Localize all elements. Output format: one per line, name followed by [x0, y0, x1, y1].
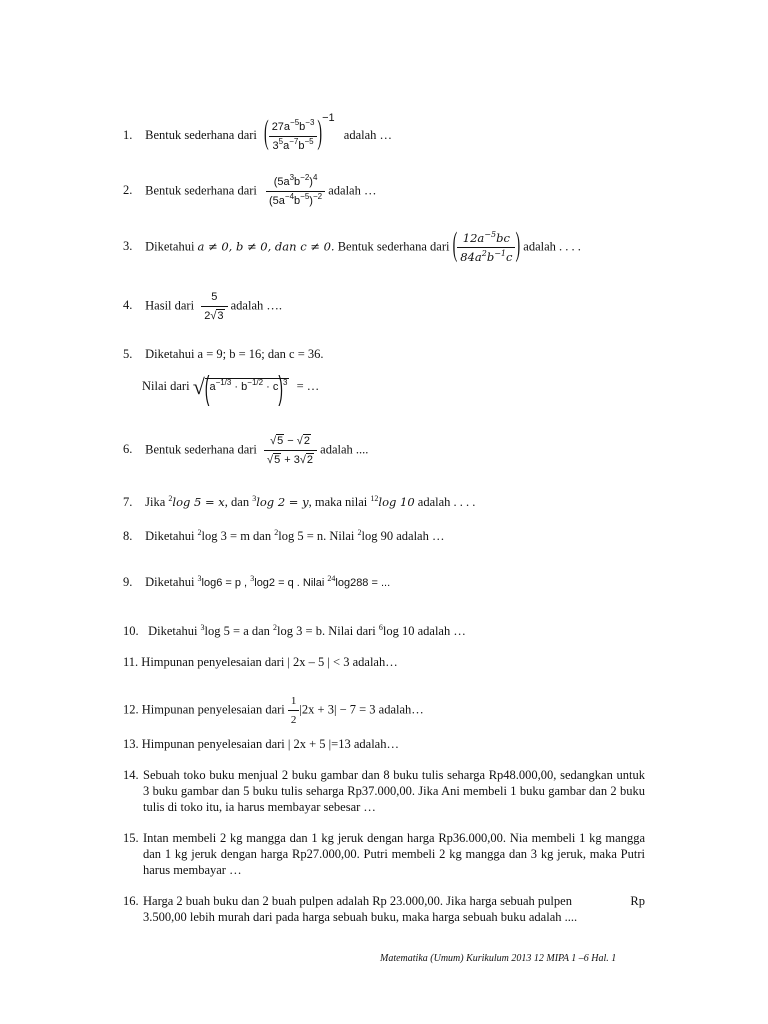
question-16: 16. Harga 2 buah buku dan 2 buah pulpen adalah Rp 23.000,00. Jika harga sebuah pulpen Rp 3.500,00 lebih murah dari pada harga sebuah buku, maka harga sebuah buku adalah ....	[123, 894, 645, 924]
q12-fraction: $\frac{1}{2}$	[288, 693, 300, 728]
question-9: 9. Diketahui $^3$log6 = p , $^3$log2 = q . Nilai $^{24}$log288 = ...	[123, 574, 391, 589]
right-paren: )	[515, 228, 521, 265]
question-7: 7. Jika $^2$log 5 = x, dan $^3$log 2 = y, maka nilai $^{12}$log 10 adalah . . . .	[123, 494, 476, 509]
left-paren: (	[452, 228, 458, 265]
question-14: 14. Sebuah toko buku menjual 2 buku gambar dan 8 buku tulis seharga Rp48.000,00, sedangkan untuk 3 buku gambar dan 5 buku tulis seharga Rp37.000,00. Jika Ani membeli 1 buku gambar dan 2 buku tulis di toko itu, ia harus membayar sebesar …	[123, 768, 645, 814]
question-3: 3. Diketahui a ≠ 0, b ≠ 0, dan c ≠ 0. Bentuk sederhana dari ( $\frac{12a^{-5}bc}{84a^2b^{-1}c}$ ) adalah . . . .	[123, 230, 581, 265]
question-13: 13. Himpunan penyelesaian dari | 2x + 5 |=13 adalah…	[123, 737, 399, 751]
question-5: 5. Diketahui a = 9; b = 16; dan c = 36.	[123, 347, 324, 361]
question-2: 2. Bentuk sederhana dari $\frac{(5a^3b^{-2})^4}{(5a^{-4}b^{-5})^{-2}}$ adalah …	[123, 173, 377, 207]
page-footer: Matematika (Umum) Kurikulum 2013 12 MIPA 1 –6 Hal. 1	[380, 953, 617, 964]
question-1: 1. Bentuk sederhana dari ( $\frac{27a^{-5}b^{-3}}{3^5a^{-7}b^{-5}}$ )$^{-1}$ adalah …	[123, 118, 392, 154]
q5-radicand: $(a^{-1/3} \cdot b^{-1/2} \cdot c)^3$	[204, 367, 288, 407]
question-6: 6. Bentuk sederhana dari $\frac{√5 - √2}{√5 + 3√2}$ adalah ....	[123, 435, 369, 466]
right-paren: )	[317, 116, 323, 153]
q3-fraction: $\frac{12a^{-5}bc}{84a^2b^{-1}c}$	[457, 230, 515, 265]
question-8: 8. Diketahui $^2$log 3 = m dan $^2$log 5 = n. Nilai $^2$log 90 adalah …	[123, 528, 445, 543]
question-11: 11. Himpunan penyelesaian dari | 2x – 5 | < 3 adalah…	[123, 655, 398, 669]
question-5-expression: Nilai dari $√(a^{-1/3} \cdot b^{-1/2} \cdot c)^3$ = …	[142, 367, 320, 407]
q1-fraction: $\frac{27a^{-5}b^{-3}}{3^5a^{-7}b^{-5}}$	[269, 119, 318, 154]
question-12: 12. Himpunan penyelesaian dari $\frac{1}{2}$ |2x + 3| − 7 = 3 adalah…	[123, 695, 424, 726]
question-10: 10. Diketahui $^3$log 5 = a dan $^2$log 3 = b. Nilai dari $^6$log 10 adalah …	[123, 623, 466, 638]
question-4: 4. Hasil dari $\frac{5}{2√3}$ adalah ….	[123, 291, 282, 322]
q4-fraction: $\frac{5}{2√3}$	[201, 289, 227, 324]
q2-fraction: $\frac{(5a^3b^{-2})^4}{(5a^{-4}b^{-5})^{-2}}$	[266, 174, 325, 209]
radical-sign: √	[192, 374, 205, 400]
q6-fraction: $\frac{√5 - √2}{√5 + 3√2}$	[264, 433, 317, 468]
question-15: 15. Intan membeli 2 kg mangga dan 1 kg jeruk dengan harga Rp36.000,00. Nia membeli 1 kg mangga dan 1 kg jeruk dengan harga Rp27.000,00. Putri membeli 2 kg mangga dan 3 kg jeruk, maka Putri harus membayar …	[123, 831, 645, 877]
left-paren: (	[264, 116, 269, 153]
